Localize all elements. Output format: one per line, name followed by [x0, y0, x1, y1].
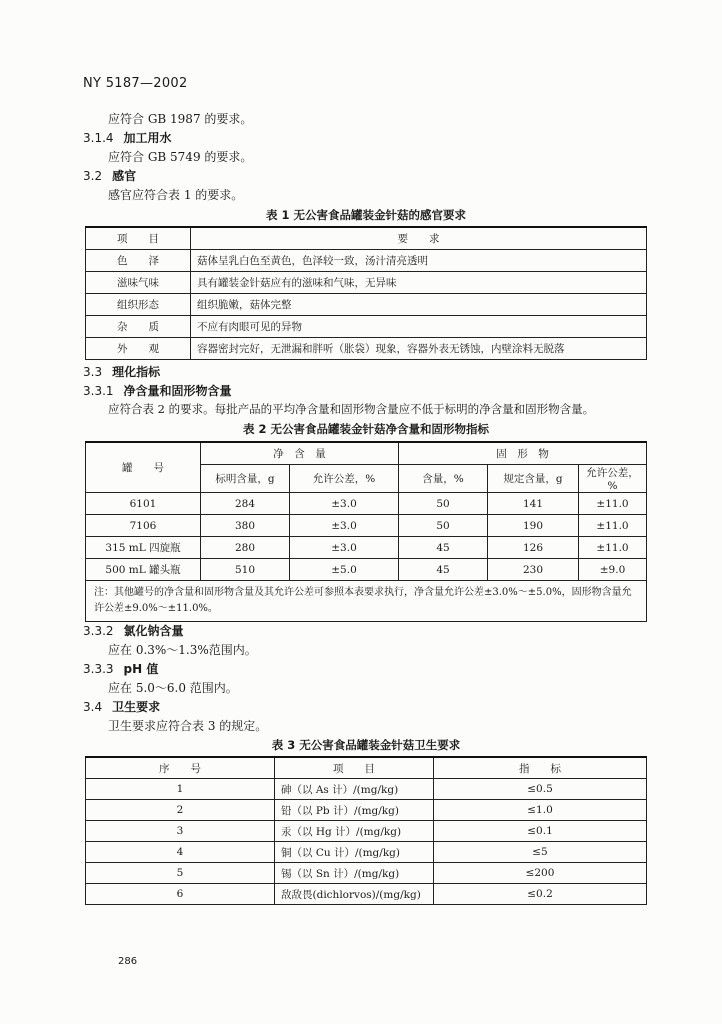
paragraph-ph: 应在 5.0～6.0 范围内。 — [108, 681, 238, 695]
section-number: 3.2 — [83, 169, 103, 183]
section-title: pH 值 — [123, 662, 159, 676]
section-number: 3.3.1 — [83, 384, 114, 398]
table-note-row — [86, 581, 647, 622]
table-row — [86, 884, 647, 905]
section-number: 3.3.3 — [83, 662, 114, 676]
table-cell: 3 — [86, 821, 275, 842]
table-cell: 45 — [399, 559, 488, 581]
table-cell: ±3.0 — [290, 493, 399, 515]
table-cell: 190 — [488, 515, 579, 537]
table-cell: ≤0.5 — [434, 779, 647, 800]
section-title: 净含量和固形物含量 — [123, 384, 232, 398]
table-cell: ±11.0 — [579, 515, 647, 537]
table-header-cell: 项 目 — [86, 227, 191, 250]
table-cell: 280 — [201, 537, 290, 559]
table-cell: 色 泽 — [86, 250, 191, 272]
section-number: 3.3.2 — [83, 624, 114, 638]
page-number: 286 — [118, 956, 138, 967]
section-title: 卫生要求 — [112, 700, 161, 714]
table-header-cell: 含量，% — [399, 465, 488, 493]
table-cell: 6101 — [86, 493, 201, 515]
table-cell: ±11.0 — [579, 537, 647, 559]
table-row — [86, 537, 647, 559]
table3-caption: 表 3 无公害食品罐装金针菇卫生要求 — [271, 738, 461, 752]
table-header-cell: 指 标 — [434, 757, 647, 779]
table2-caption: 表 2 无公害食品罐装金针菇净含量和固形物指标 — [242, 422, 489, 436]
section-3-3-1 — [83, 382, 232, 399]
table-row — [86, 338, 647, 360]
table-row — [86, 842, 647, 863]
table-cell: 不应有肉眼可见的异物 — [191, 316, 647, 338]
table-row — [86, 515, 647, 537]
table-header-cell: 序 号 — [86, 757, 275, 779]
section-3-3-3 — [83, 660, 158, 677]
table-header-cell: 规定含量，g — [488, 465, 579, 493]
table-row — [86, 272, 647, 294]
section-3-3-2 — [83, 622, 184, 639]
table-row — [86, 316, 647, 338]
table-cell: 组织形态 — [86, 294, 191, 316]
table-cell: 126 — [488, 537, 579, 559]
section-title: 感官 — [112, 169, 137, 183]
table-cell: 铅（以 Pb 计）/(mg/kg) — [275, 800, 434, 821]
table-cell: 510 — [201, 559, 290, 581]
table-header-row — [86, 757, 647, 779]
table-cell: 1 — [86, 779, 275, 800]
table1-caption: 表 1 无公害食品罐装金针菇的感官要求 — [265, 208, 466, 222]
table-cell: 230 — [488, 559, 579, 581]
table-row — [86, 800, 647, 821]
section-number: 3.1.4 — [83, 131, 114, 145]
table-row — [86, 779, 647, 800]
section-title: 理化指标 — [112, 365, 161, 379]
section-3-3 — [83, 363, 160, 380]
table-cell: 铜（以 Cu 计）/(mg/kg) — [275, 842, 434, 863]
table-header-cell: 标明含量，g — [201, 465, 290, 493]
section-3-1-4 — [83, 129, 172, 146]
table-cell: 外 观 — [86, 338, 191, 360]
table-header-row — [86, 442, 647, 465]
table-row — [86, 821, 647, 842]
paragraph-gb5749: 应符合 GB 5749 的要求。 — [108, 150, 253, 164]
table-cell: 汞（以 Hg 计）/(mg/kg) — [275, 821, 434, 842]
paragraph-nacl: 应在 0.3%～1.3%范围内。 — [108, 643, 257, 657]
section-title: 加工用水 — [123, 131, 172, 145]
table-cell: 组织脆嫩，菇体完整 — [191, 294, 647, 316]
paragraph-gb1987: 应符合 GB 1987 的要求。 — [108, 112, 253, 126]
section-number: 3.4 — [83, 700, 103, 714]
paragraph-table3-ref: 卫生要求应符合表 3 的规定。 — [108, 719, 268, 733]
section-3-4 — [83, 698, 160, 715]
table-cell: 50 — [399, 493, 488, 515]
section-3-2 — [83, 167, 136, 184]
table-cell: ≤0.1 — [434, 821, 647, 842]
table-cell: ±3.0 — [290, 515, 399, 537]
table-cell: 500 mL 罐头瓶 — [86, 559, 201, 581]
table3-hygiene — [85, 756, 647, 905]
table-cell: 5 — [86, 863, 275, 884]
table-cell: 380 — [201, 515, 290, 537]
table-row — [86, 559, 647, 581]
table-cell: 45 — [399, 537, 488, 559]
table-cell: ±11.0 — [579, 493, 647, 515]
paragraph-table1-ref: 感官应符合表 1 的要求。 — [108, 188, 244, 202]
section-number: 3.3 — [83, 365, 103, 379]
table-cell: 7106 — [86, 515, 201, 537]
table-header-cell: 净 含 量 — [201, 442, 399, 465]
table-row — [86, 250, 647, 272]
table1-sensory — [85, 226, 647, 360]
table-cell: 具有罐装金针菇应有的滋味和气味，无异味 — [191, 272, 647, 294]
table-row — [86, 294, 647, 316]
table-cell: 6 — [86, 884, 275, 905]
paragraph-table2-ref: 应符合表 2 的要求。每批产品的平均净含量和固形物含量应不低于标明的净含量和固形物含量。 — [108, 402, 595, 416]
section-title: 氯化钠含量 — [123, 624, 184, 638]
table2-net-content — [85, 441, 647, 622]
table-cell: 4 — [86, 842, 275, 863]
table-cell: 50 — [399, 515, 488, 537]
table-cell: 菇体呈乳白色至黄色，色泽较一致，汤汁清亮透明 — [191, 250, 647, 272]
table-cell: 滋味气味 — [86, 272, 191, 294]
table-cell: 284 — [201, 493, 290, 515]
standard-header: NY 5187—2002 — [83, 76, 188, 91]
table-cell: 砷（以 As 计）/(mg/kg) — [275, 779, 434, 800]
table-cell: ±5.0 — [290, 559, 399, 581]
table-row — [86, 493, 647, 515]
table-cell: 2 — [86, 800, 275, 821]
table-row — [86, 863, 647, 884]
table-cell: 315 mL 四旋瓶 — [86, 537, 201, 559]
table-header-cell: 固 形 物 — [399, 442, 647, 465]
table-cell: 锡（以 Sn 计）/(mg/kg) — [275, 863, 434, 884]
table-cell: ≤0.2 — [434, 884, 647, 905]
table-cell: ±3.0 — [290, 537, 399, 559]
table-cell: 敌敌畏(dichlorvos)/(mg/kg) — [275, 884, 434, 905]
table-cell: 容器密封完好，无泄漏和胖听（胀袋）现象，容器外表无锈蚀，内壁涂料无脱落 — [191, 338, 647, 360]
table-cell: ≤1.0 — [434, 800, 647, 821]
table-header-row — [86, 227, 647, 250]
table-header-cell: 罐 号 — [86, 442, 201, 493]
table-cell: ±9.0 — [579, 559, 647, 581]
table2-note: 注：其他罐号的净含量和固形物含量及其允许公差可参照本表要求执行，净含量允许公差±3.0%～±5.0%，固形物含量允许公差±9.0%～±11.0%。 — [86, 581, 647, 622]
table-header-cell: 项 目 — [275, 757, 434, 779]
table-header-cell: 要 求 — [191, 227, 647, 250]
table-cell: 杂 质 — [86, 316, 191, 338]
table-cell: 141 — [488, 493, 579, 515]
table-cell: ≤200 — [434, 863, 647, 884]
table-header-cell: 允许公差，% — [290, 465, 399, 493]
table-header-cell: 允许公差，% — [579, 465, 647, 493]
table-cell: ≤5 — [434, 842, 647, 863]
